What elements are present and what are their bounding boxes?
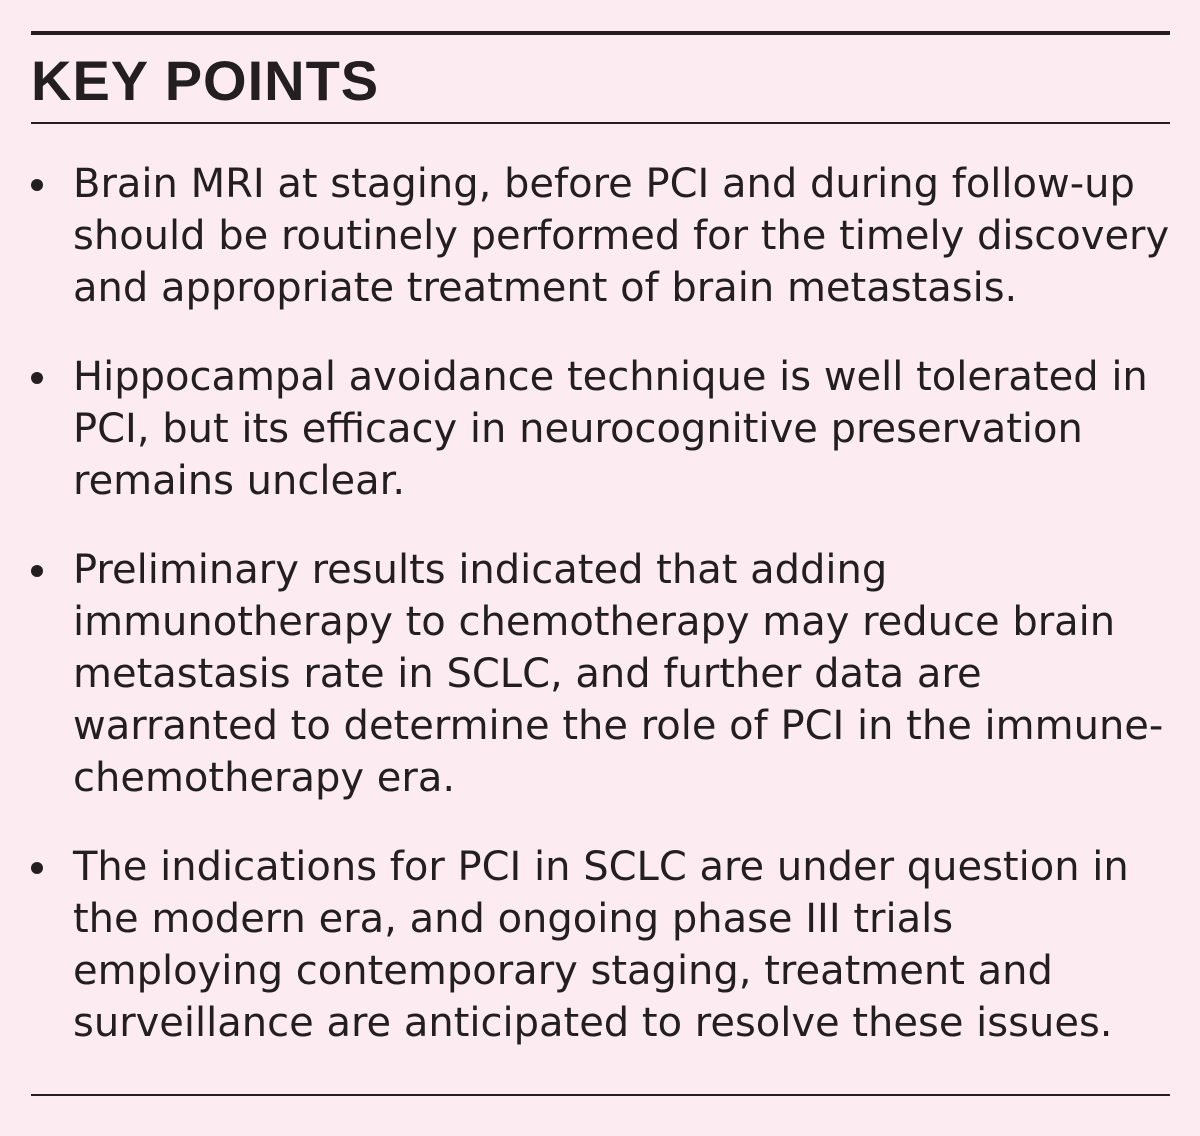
key-point-text: Hippocampal avoidance technique is well tolerated in PCI, but its efficacy in neurocognitive preservation remains unclear. — [73, 354, 1148, 504]
key-points-list — [31, 158, 1170, 1086]
bullet-icon — [31, 179, 43, 191]
top-rule — [31, 31, 1170, 35]
key-point-item — [31, 158, 1170, 314]
title-rule — [31, 122, 1170, 124]
key-point-item — [31, 351, 1170, 507]
key-point-item — [31, 841, 1170, 1049]
bullet-icon — [31, 862, 43, 874]
key-point-text: Preliminary results indicated that adding immunotherapy to chemotherapy may reduce brain metastasis rate in SCLC, and further data are warranted to determine the role of PCI in the immune-chemotherapy era. — [73, 547, 1164, 801]
bottom-rule — [31, 1094, 1170, 1096]
bullet-icon — [31, 372, 43, 384]
key-point-text: Brain MRI at staging, before PCI and during follow-up should be routinely performed for the timely discovery and appropriate treatment of brain metastasis. — [73, 161, 1170, 311]
key-point-text: The indications for PCI in SCLC are under question in the modern era, and ongoing phase III trials employing contemporary staging, treatment and surveillance are anticipated to resolve these issues. — [73, 844, 1129, 1046]
key-points-title: KEY POINTS — [31, 49, 380, 112]
bullet-icon — [31, 565, 43, 577]
key-point-item — [31, 544, 1170, 804]
